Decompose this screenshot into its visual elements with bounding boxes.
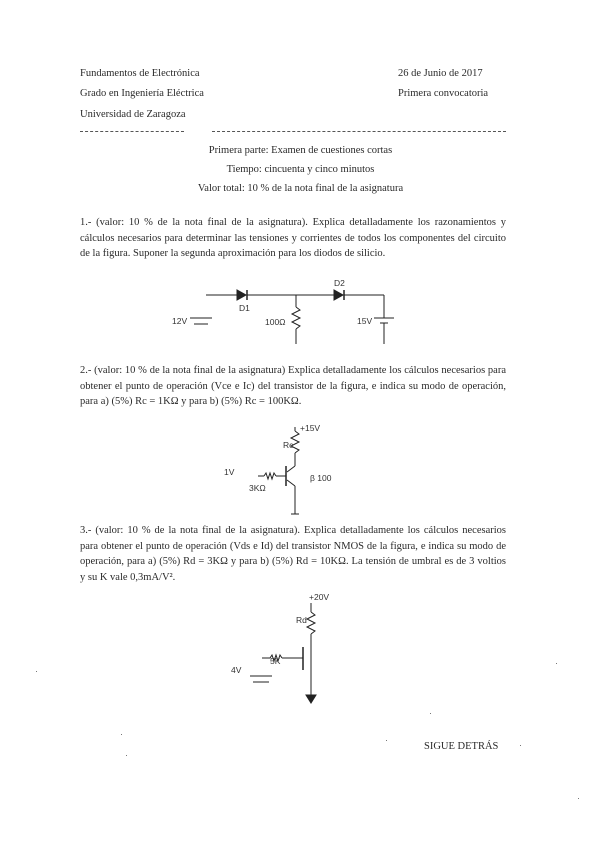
- question-1-text: 1.- (valor: 10 % de la nota final de la asignatura). Explica detalladamente los razonamientos y cálculos necesarios para determinar las tensiones y corrientes de todos los componentes del circuito de la figura. Suponer la segunda aproximación para los diodos de silicio.: [80, 217, 506, 259]
- resistor-rb-symbol: [264, 473, 276, 479]
- exam-part: Primera parte: Examen de cuestiones cortas: [208, 145, 393, 156]
- exam-value: Valor total: 10 % de la nota final de la asignatura: [197, 183, 404, 194]
- label-rg: 5K: [270, 656, 281, 666]
- exam-time: Tiempo: cincuenta y cinco minutos: [226, 164, 375, 175]
- scan-speck: [430, 713, 431, 714]
- exam-call: Primera convocatoria: [398, 88, 489, 99]
- scan-speck: [121, 734, 122, 735]
- scan-speck: [36, 671, 37, 672]
- resistor-rd-symbol: [307, 612, 315, 634]
- label-15v: 15V: [357, 316, 373, 326]
- ground-arrow-symbol: [306, 695, 316, 703]
- label-rc: Rc: [283, 440, 294, 450]
- label-rb: 3KΩ: [249, 483, 266, 493]
- label-vin: 1V: [224, 467, 235, 477]
- label-12v: 12V: [172, 316, 188, 326]
- scan-speck: [386, 740, 387, 741]
- label-rd: Rd: [296, 615, 307, 625]
- diode-d2-symbol: [334, 290, 343, 300]
- label-vdd: +20V: [309, 592, 330, 602]
- university-name: Universidad de Zaragoza: [80, 109, 186, 120]
- question-2-text: 2.- (valor: 10 % de la nota final de la asignatura) Explica detalladamente los cálculos necesarios para obtener el punto de operación (Vce e Ic) del transistor de la figura, e indica su modo de operación, para a) (5%) Rc = 1KΩ y para b) (5%) Rc = 100KΩ.: [80, 365, 506, 407]
- course-name: Fundamentos de Electrónica: [80, 68, 200, 79]
- turn-over-note: SIGUE DETRÁS: [424, 741, 499, 752]
- label-vcc: +15V: [300, 423, 321, 433]
- scan-speck: [578, 798, 579, 799]
- resistor-100-symbol: [292, 307, 300, 329]
- label-d1: D1: [239, 303, 250, 313]
- exam-date: 26 de Junio de 2017: [398, 68, 483, 79]
- label-d2: D2: [334, 278, 345, 288]
- scan-speck: [126, 755, 127, 756]
- label-vin-nmos: 4V: [231, 665, 242, 675]
- degree-name: Grado en Ingeniería Eléctrica: [80, 88, 204, 99]
- question-3-text: 3.- (valor: 10 % de la nota final de la asignatura). Explica detalladamente los cálculos necesarios para obtener el punto de operación (Vds e Id) del transistor NMOS de la figura, e indica su modo de operación, para a) (5%) Rd = 3KΩ y para b) (5%) Rd = 10KΩ. La tensión de umbral es de 3 voltios y su K vale 0,3mA/V².: [80, 525, 506, 583]
- diode-d1-symbol: [237, 290, 246, 300]
- label-100ohm: 100Ω: [265, 317, 286, 327]
- scan-speck: [520, 745, 521, 746]
- label-beta: β 100: [310, 473, 332, 483]
- scan-speck: [556, 663, 557, 664]
